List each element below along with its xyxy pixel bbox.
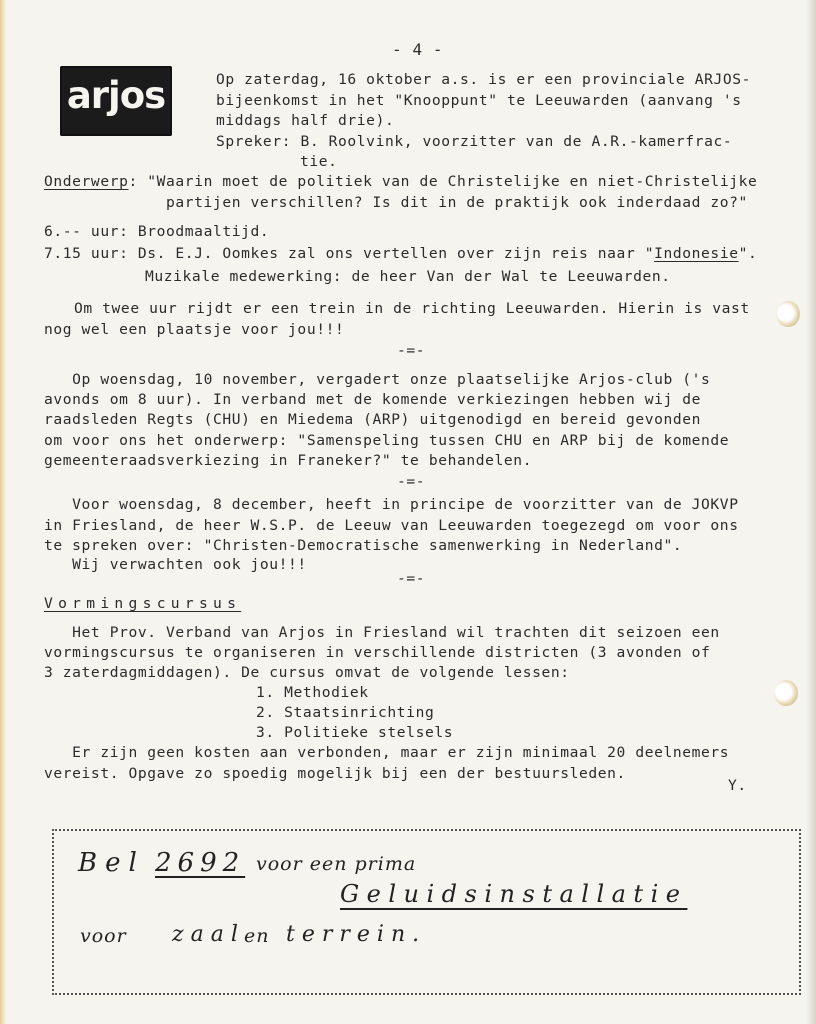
list-item: 1. Methodiek	[256, 684, 369, 701]
paragraph-line: Op woensdag, 10 november, vergadert onze plaatselijke Arjos-club ('s	[44, 371, 711, 388]
course-heading: Vormingscursus	[44, 595, 242, 612]
paragraph-line: te spreken over: "Christen-Democratische samenwerking in Nederland".	[44, 537, 683, 554]
paragraph-line: avonds om 8 uur). In verband met de komende verkiezingen hebben wij de	[44, 391, 702, 408]
list-item: 3. Politieke stelsels	[256, 724, 454, 741]
ad-bel: Bel	[78, 848, 145, 878]
punch-hole-top	[776, 301, 800, 327]
paragraph-line: Er zijn geen kosten aan verbonden, maar er zijn minimaal 20 deelnemers	[44, 744, 730, 761]
train-line-2: nog wel een plaatsje voor jou!!!	[44, 321, 345, 338]
arjos-logo	[60, 66, 172, 136]
intro-line: Spreker: B. Roolvink, voorzitter van de A.R.-kamerfrac-	[216, 133, 733, 150]
paragraph-line: Het Prov. Verband van Arjos in Friesland wil trachten dit seizoen een	[44, 624, 720, 641]
ad-word: voor	[80, 925, 127, 947]
ad-word: en	[244, 925, 270, 947]
schedule-line-2	[44, 244, 757, 264]
paragraph-line: in Friesland, de heer W.S.P. de Leeuw van Leeuwarden toegezegd om voor ons	[44, 517, 739, 534]
subject-label: Onderwerp	[44, 173, 129, 190]
paper-edge-left	[0, 0, 6, 1024]
intro-line: tie.	[300, 153, 338, 170]
ad-phone-number: 2692	[155, 848, 246, 878]
schedule-text: 7.15 uur: Ds. E.J. Oomkes zal ons vertellen over zijn reis naar "	[44, 245, 655, 262]
ad-word: zaal	[172, 922, 245, 947]
paragraph-line: 3 zaterdagmiddagen). De cursus omvat de volgende lessen:	[44, 664, 570, 681]
separator: -=-	[397, 473, 426, 490]
signature: Y.	[728, 777, 747, 794]
separator: -=-	[397, 342, 426, 359]
subject-line	[44, 172, 757, 192]
paragraph-line: raadsleden Regts (CHU) en Miedema (ARP) uitgenodigd en bereid gevonden	[44, 411, 702, 428]
punch-hole-bottom	[774, 680, 798, 706]
train-line-1: Om twee uur rijdt er een trein in de richting Leeuwarden. Hierin is vast	[74, 300, 750, 317]
schedule-line-3: Muzikale medewerking: de heer Van der Wal te Leeuwarden.	[145, 268, 671, 285]
arjos-logo-text: arjos	[66, 74, 166, 117]
separator: -=-	[397, 570, 426, 587]
page-number: - 4 -	[392, 40, 444, 59]
paragraph-line: om voor ons het onderwerp: "Samenspeling tussen CHU en ARP bij de komende	[44, 432, 730, 449]
intro-line: middags half drie).	[216, 112, 395, 129]
ad-word: terrein.	[286, 922, 427, 947]
ad-line1-rest: voor een prima	[256, 853, 417, 875]
subject-text: : "Waarin moet de politiek van de Christelijke en niet-Christelijke	[128, 173, 758, 190]
paragraph-line: gemeenteraadsverkiezing in Franeker?" te behandelen.	[44, 452, 533, 469]
subject-line-2: partijen verschillen? Is dit in de praktijk ook inderdaad zo?"	[166, 194, 748, 211]
paragraph-line: Voor woensdag, 8 december, heeft in principe de voorzitter van de JOKVP	[44, 496, 739, 513]
schedule-indonesie: Indonesie	[654, 245, 739, 262]
paper-edge-right	[806, 0, 816, 1024]
schedule-line-1: 6.-- uur: Broodmaaltijd.	[44, 223, 270, 240]
paragraph-line: vereist. Opgave zo spoedig mogelijk bij een der bestuursleden.	[44, 765, 626, 782]
list-item: 2. Staatsinrichting	[256, 704, 435, 721]
paragraph-line: Wij verwachten ook jou!!!	[44, 556, 307, 573]
schedule-suffix: ".	[738, 245, 758, 262]
paragraph-line: vormingscursus te organiseren in verschillende districten (3 avonden of	[44, 644, 711, 661]
ad-product: Geluidsinstallatie	[340, 880, 688, 908]
intro-line: Op zaterdag, 16 oktober a.s. is er een provinciale ARJOS-	[216, 71, 752, 88]
intro-line: bijeenkomst in het "Knooppunt" te Leeuwarden (aanvang 's	[216, 92, 742, 109]
